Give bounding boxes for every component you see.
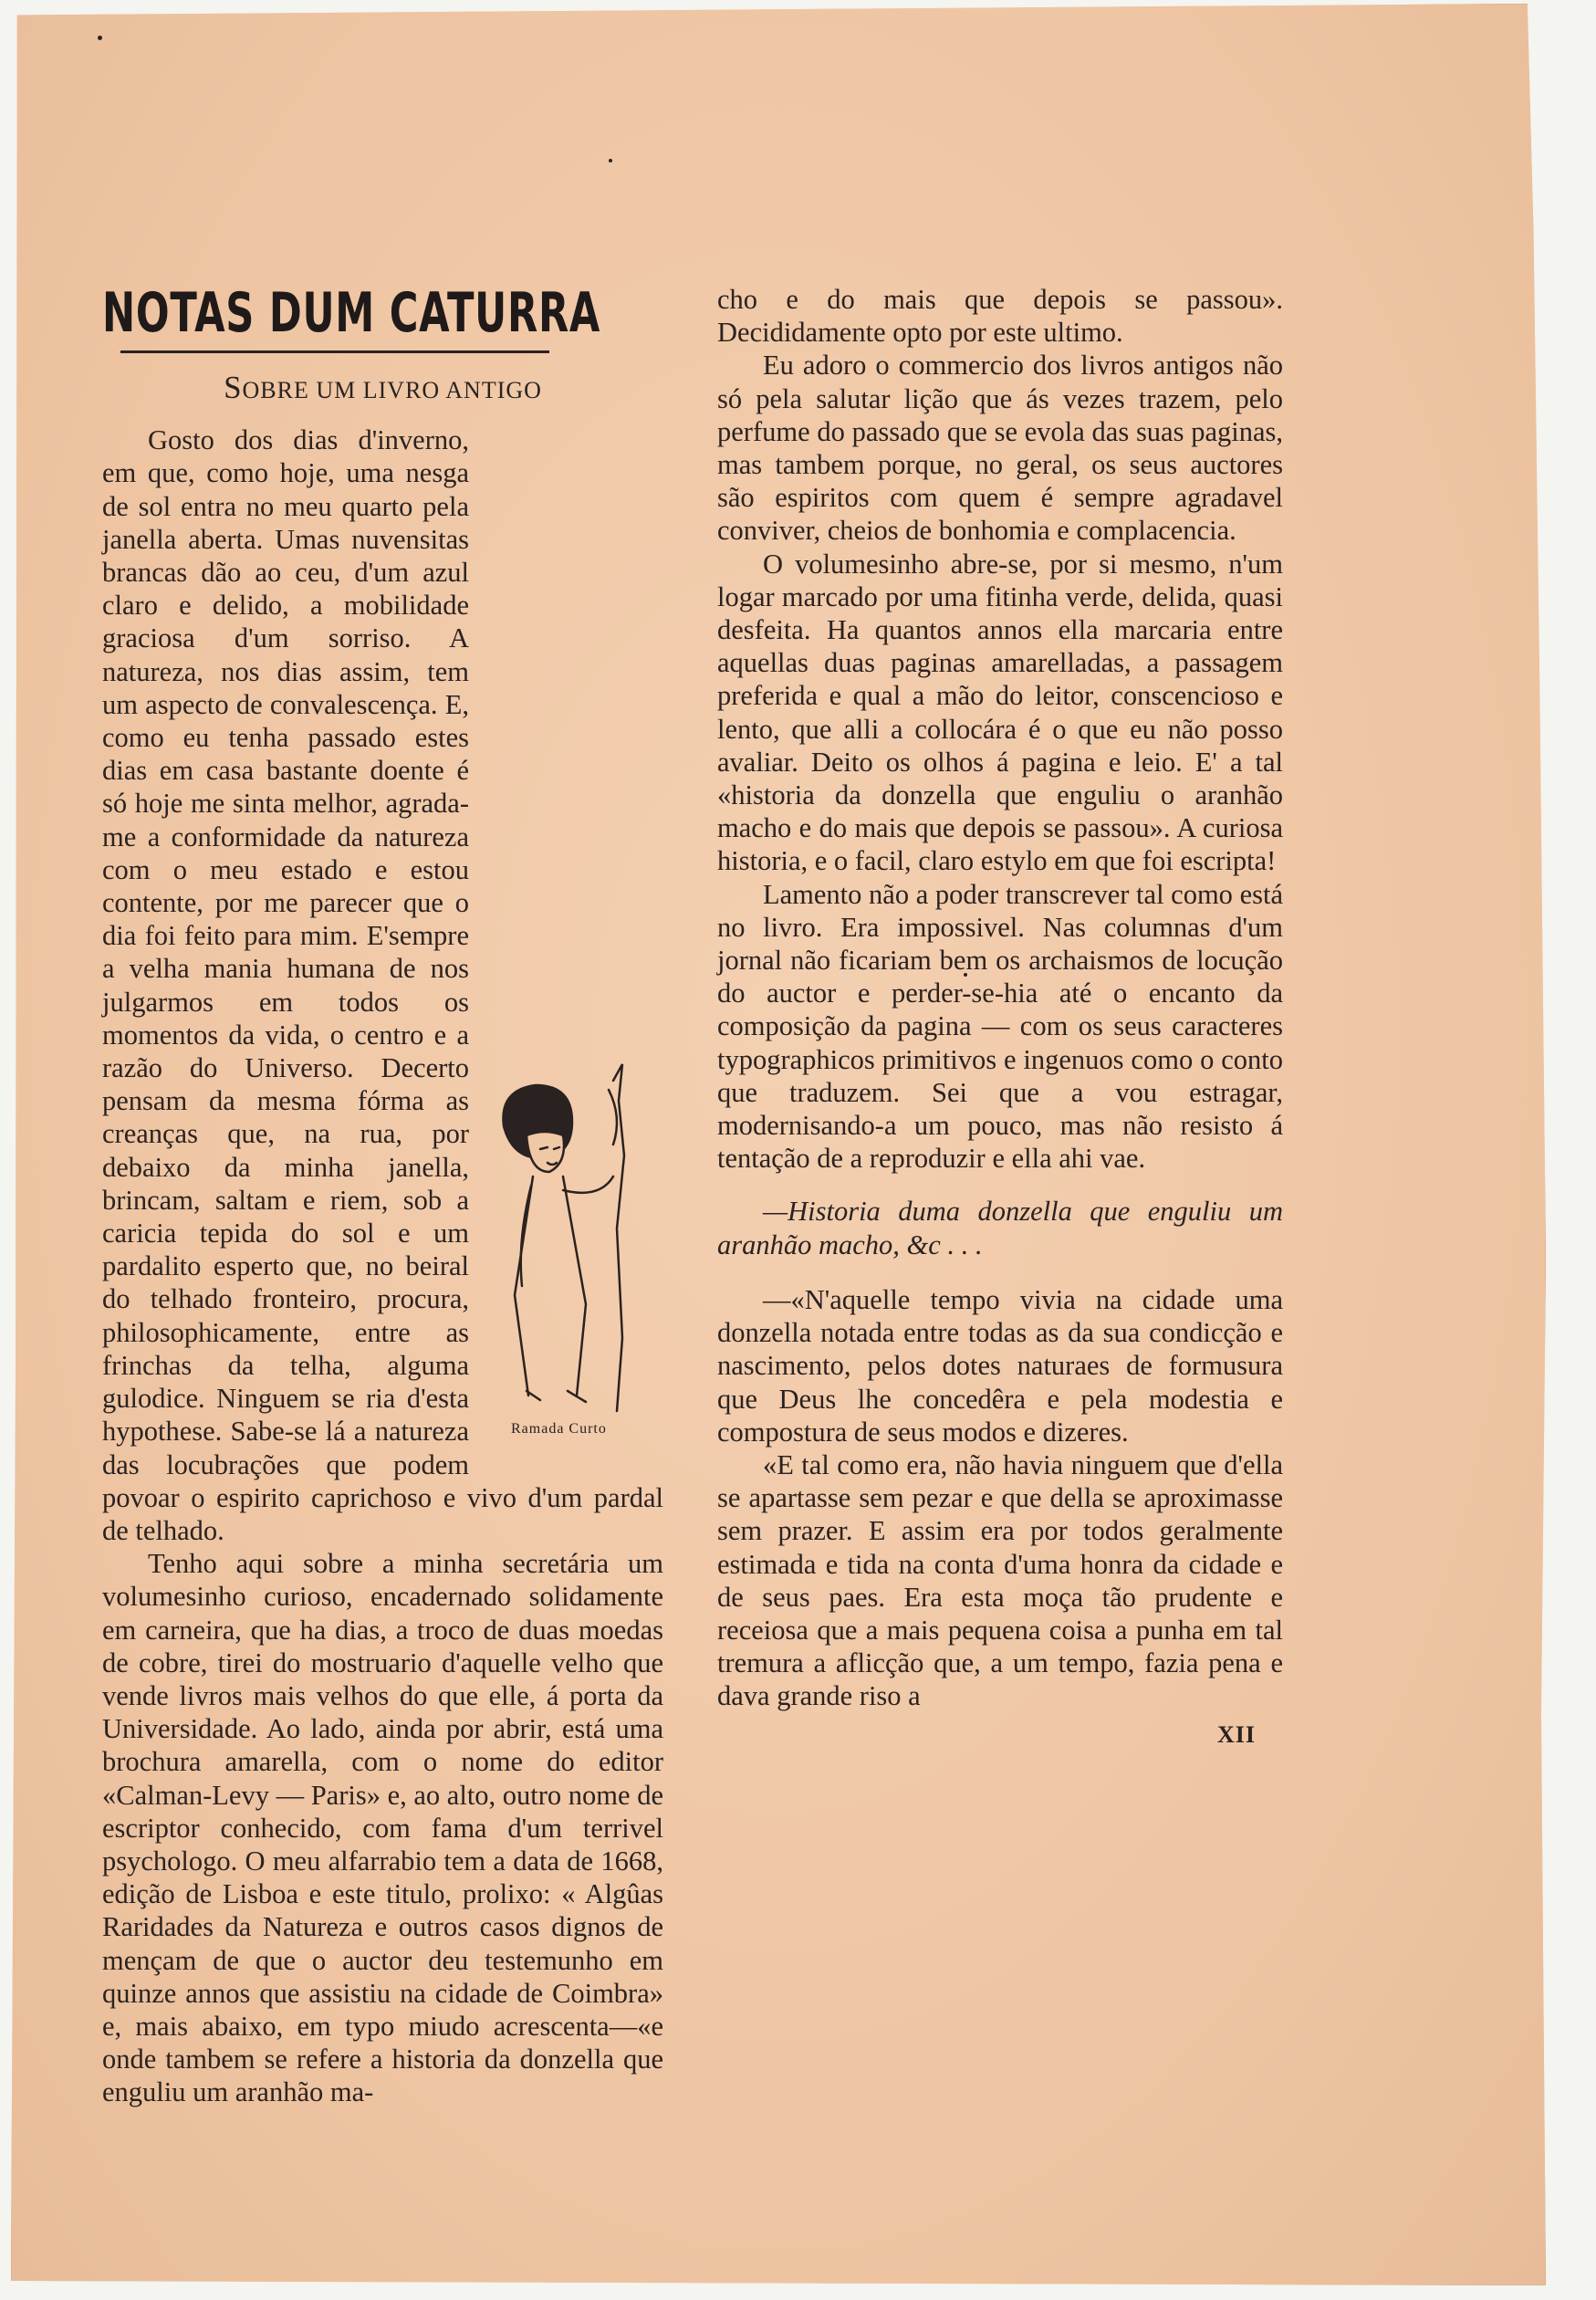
- title-rule: [120, 350, 549, 353]
- subtitle-initial: S: [224, 370, 243, 405]
- caricature-drawing: [476, 1062, 663, 1418]
- page-number: XII: [1216, 1720, 1256, 1748]
- paragraph: Lamento não a poder transcrever tal como está no livro. Era impossivel. Nas columnas d'um jornal não ficariam bem os archaismos de locução do auctor e perder-se-hia até o encanto da composição da pagina — com os seus caracteres typographicos primitivos e ingenuos como o conto que traduzem. Sei que a vou estragar, modernisando-a um pouco, mas não resisto á tentação de a reproduzir e ella ahi vae.: [717, 878, 1283, 1175]
- paragraph: Tenho aqui sobre a minha secretária um volumesinho curioso, encadernado solidamente em carneira, que ha dias, a troco de duas moedas de cobre, tirei do mostruario d'aquelle velho que vende livros mais velhos do que elle, á porta da Universidade. Ao lado, ainda por abrir, está uma brochura amarella, com o nome do editor «Calman-Levy — Paris» e, ao alto, outro nome de escriptor conhecido, com fama d'um terrivel psychologo. O meu alfarrabio tem a data de 1668, edição de Lisboa e este titulo, prolixo: « Algûas Raridades da Natureza e outros casos dignos de mençam de que o auctor deu testemunho em quinze annos que assistiu na cidade de Coimbra» e, mais abaixo, em typo miudo acrescenta—«e onde tambem se refere a historia da donzella que enguliu um aranhão ma-: [102, 1548, 663, 2108]
- paragraph: «E tal como era, não havia ninguem que d'ella se apartasse sem pezar e que della se aproximasse sem prazer. E assim era por todos geralmente estimada e tida na conta d'uma honra da cidade e de seus paes. Era esta moça tão prudente e receiosa que a mais pequena coisa a punha em tal tremura a aflicção que, a um tempo, fazia pena e dava grande riso a: [717, 1448, 1283, 1712]
- caricature-figure: [476, 1062, 663, 1446]
- article-title: NOTAS DUM CATURRA: [102, 281, 601, 345]
- article-subtitle: [102, 371, 663, 407]
- paragraph: —«N'aquelle tempo vivia na cidade uma donzella notada entre todas as da sua condicção e nascimento, pelos dotes naturaes de formusura que Deus lhe concedêra e pela modestia e compostura de seus modos e dizeres.: [717, 1283, 1283, 1448]
- paragraph: O volumesinho abre-se, por si mesmo, n'um logar marcado por uma fitinha verde, delida, quasi desfeita. Ha quantos annos ella marcaria entre aquellas duas paginas amarelladas, a passagem preferida e qual a mão do leitor, conscencioso e lento, que alli a collocára é o que eu não posso avaliar. Deito os olhos á pagina e leio. E' a tal «historia da donzella que enguliu o aranhão macho e do mais que depois se passou». A curiosa historia, e o facil, claro estylo em que foi escripta!: [717, 548, 1283, 877]
- paragraph: Gosto dos dias d'inverno, em que, como hoje, uma nesga de sol entra no meu quarto pela janella aberta. Umas nuvensitas brancas dão ao ceu, d'um azul claro e delido, a mobilidade graciosa d'um sorriso. A natureza, nos dias assim, tem um aspecto de convalescença. E, como eu tenha passado estes dias em casa bastante doente é só hoje me sinta melhor, agrada-me a conformidade da natureza com o meu estado e estou contente, por me parecer que o dia foi feito para mim. E'sempre a velha mania humana de nos julgarmos em todos os momentos da vida, o centro e a razão do Universo. Decerto pensam da mesma fórma as creanças que, na rua, por debaixo da minha janella, brincam, saltam e riem, sob a caricia tepida do sol e um pardalito esperto que, no beiral do telhado fronteiro, procura, philosophicamente, entre as frinchas da telha, alguma gulodice. Ninguem se ria d'esta hypothese. Sabe-se lá a natureza das locubrações que podem povoar o espirito caprichoso e vivo d'um pardal de telhado.: [102, 424, 663, 1546]
- paragraph: Eu adoro o commercio dos livros antigos não só pela salutar lição que ás vezes trazem, pelo perfume do passado que se evola das suas paginas, mas tambem porque, no geral, os seus auctores são espiritos com quem é sempre agradavel conviver, cheios de bonhomia e complacencia.: [717, 350, 1283, 547]
- figure-caption: Ramada Curto: [511, 1421, 607, 1437]
- left-column: [102, 283, 663, 2109]
- quote-title: —Historia duma donzella que enguliu um aranhão macho, &c . . .: [717, 1196, 1283, 1260]
- right-column: [717, 283, 1283, 1751]
- subtitle-text: OBRE UM LIVRO ANTIGO: [242, 377, 542, 403]
- paragraph-continued: cho e do mais que depois se passou». Decididamente opto por este ultimo.: [717, 284, 1283, 349]
- speck: [98, 36, 102, 40]
- speck: [609, 159, 612, 162]
